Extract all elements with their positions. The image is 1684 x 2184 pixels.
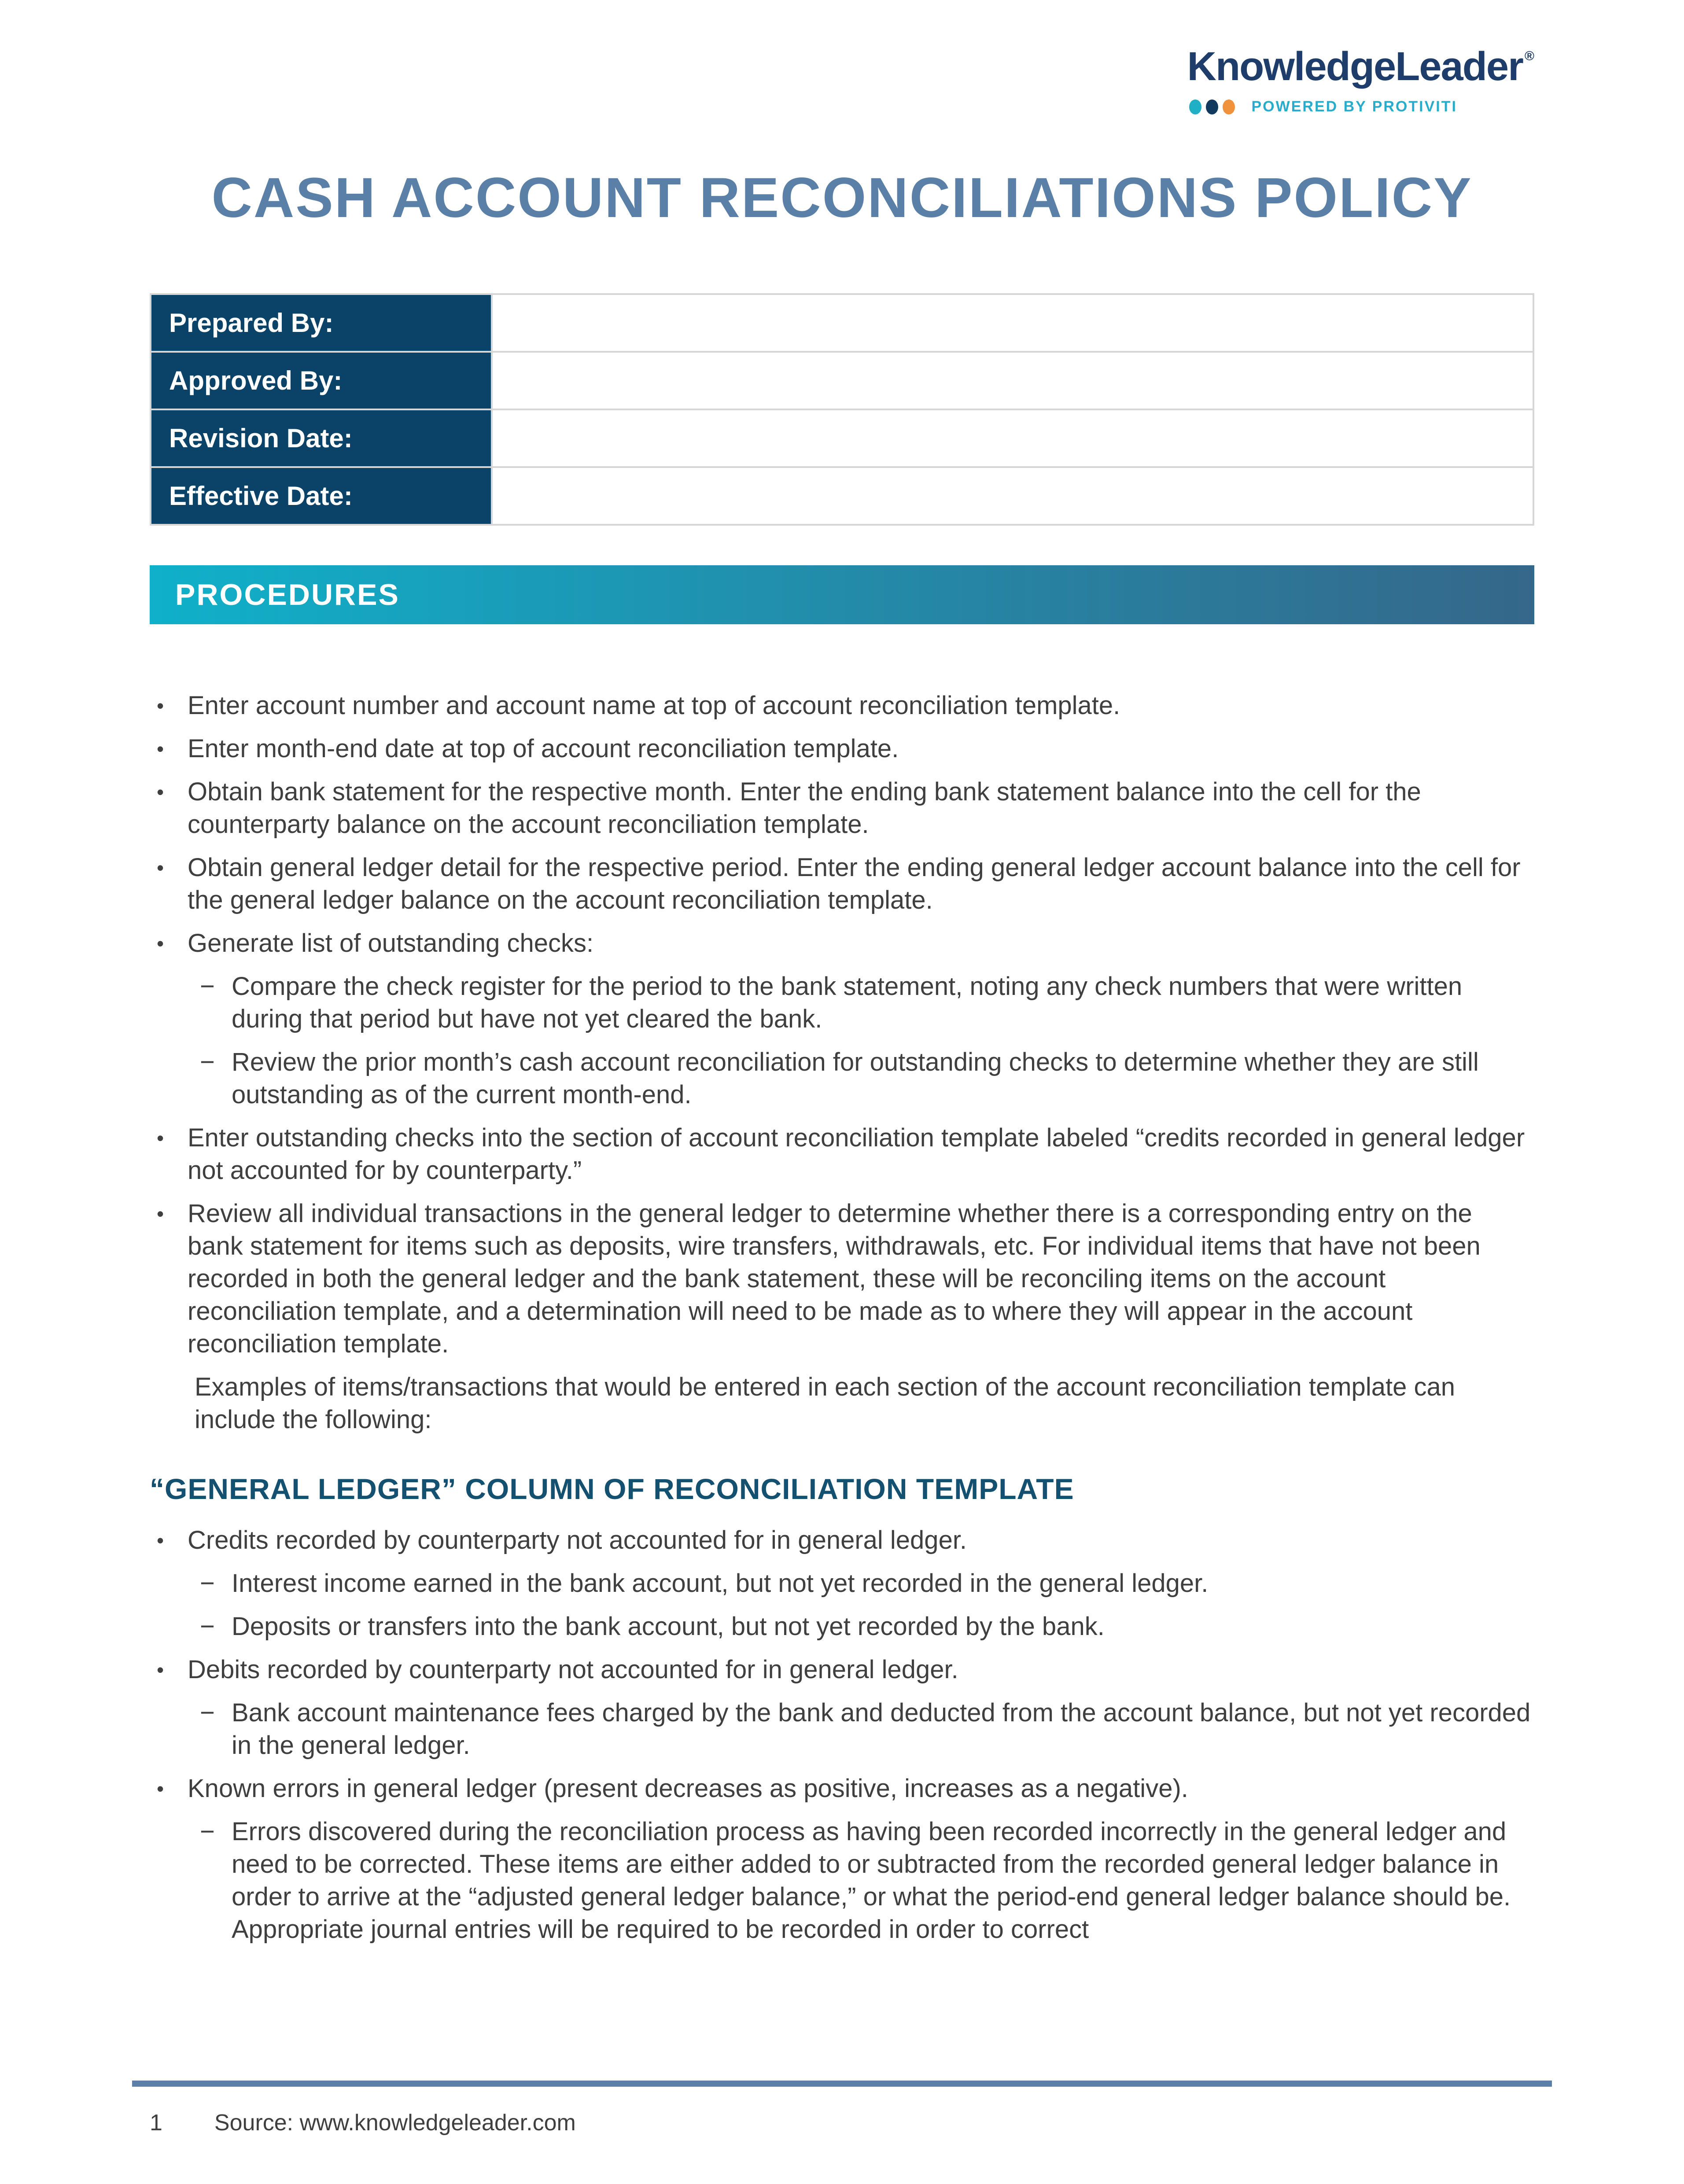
dash-bullet-icon: − (200, 1047, 215, 1076)
dash-bullet-icon: − (200, 1698, 215, 1727)
list-item (150, 1654, 1534, 1686)
procedures-banner-label: PROCEDURES (175, 578, 400, 611)
list-item-text: Errors discovered during the reconciliation process as having been recorded incorrectly in the general ledger and need to be corrected. These items are either added to or subtracted from the recorded general ledger balance in order to arrive at the “adjusted general ledger balance,” or what the period-end general ledger balance should be. Appropriate journal entries will be required to be recorded in order to correct (232, 1817, 1511, 1944)
list-item (150, 776, 1534, 841)
list-item-text: Examples of items/transactions that would be entered in each section of the account reconciliation template can include the following: (195, 1372, 1455, 1434)
info-label-text: Approved By: (169, 365, 343, 395)
info-label-approved-by (151, 352, 492, 409)
list-item-text: Credits recorded by counterparty not accounted for in general ledger. (188, 1525, 967, 1554)
info-label-revision-date (151, 409, 492, 467)
list-item-text: Bank account maintenance fees charged by the bank and deducted from the account balance, but not yet recorded in the general ledger. (232, 1698, 1531, 1760)
info-label-text: Prepared By: (169, 308, 334, 338)
procedures-section-banner (150, 565, 1534, 624)
dash-bullet-icon: − (200, 1569, 215, 1598)
logo (150, 0, 1534, 115)
info-label-text: Effective Date: (169, 481, 353, 511)
logo-inner (1187, 46, 1535, 115)
general-ledger-bullet-list (150, 1524, 1534, 1946)
list-item (150, 1122, 1534, 1187)
logo-tagline-row (1189, 98, 1457, 115)
list-item (150, 1046, 1534, 1111)
page-title: CASH ACCOUNT RECONCILIATIONS POLICY (211, 166, 1473, 229)
dot-bullet-icon: • (157, 856, 164, 879)
dot-bullet-icon: • (157, 1126, 164, 1149)
dash-bullet-icon: − (200, 972, 215, 1001)
list-item-text: Compare the check register for the period to the bank statement, noting any check numbers that were written during that period but have not yet cleared the bank. (232, 972, 1463, 1033)
dot-bullet-icon: • (157, 1202, 164, 1225)
info-label-effective-date (151, 467, 492, 525)
page-footer (0, 2081, 1684, 2184)
info-value-prepared-by (492, 294, 1533, 352)
table-row (151, 294, 1533, 352)
dot-bullet-icon: • (157, 1658, 164, 1681)
info-value-approved-by (492, 352, 1533, 409)
list-item (150, 1816, 1534, 1946)
registered-trademark-icon: ® (1524, 49, 1534, 63)
list-item (150, 927, 1534, 960)
info-value-revision-date (492, 409, 1533, 467)
dash-bullet-icon: − (200, 1612, 215, 1641)
list-item-text: Obtain bank statement for the respective month. Enter the ending bank statement balance into the cell for the counterparty balance on the account reconciliation template. (188, 777, 1421, 839)
list-item (150, 733, 1534, 765)
procedures-bullet-list (150, 689, 1534, 1436)
list-item (150, 1772, 1534, 1805)
source-text: Source: www.knowledgeleader.com (214, 2110, 576, 2136)
table-row (151, 467, 1533, 525)
logo-tagline: POWERED BY PROTIVITI (1251, 98, 1457, 115)
dot-bullet-icon: • (157, 1528, 164, 1552)
logo-brand-text: KnowledgeLeader (1187, 44, 1523, 89)
list-item-text: Review the prior month’s cash account reconciliation for outstanding checks to determine whether they are still outstanding as of the current month-end. (232, 1047, 1479, 1109)
list-item-text: Enter month-end date at top of account reconciliation template. (188, 734, 899, 763)
list-item-text: Enter outstanding checks into the section of account reconciliation template labeled “credits recorded in general ledger not accounted for by counterparty.” (188, 1123, 1525, 1185)
list-item-text: Debits recorded by counterparty not accounted for in general ledger. (188, 1655, 958, 1684)
list-item (150, 851, 1534, 917)
dot-bullet-icon: • (157, 780, 164, 803)
page-number: 1 (150, 2110, 162, 2136)
logo-wordmark (1187, 46, 1535, 87)
list-item (150, 1524, 1534, 1557)
list-item (150, 1197, 1534, 1360)
info-label-prepared-by (151, 294, 492, 352)
list-item (150, 1697, 1534, 1762)
list-item-text: Obtain general ledger detail for the respective period. Enter the ending general ledger account balance into the cell for the general ledger balance on the account reconciliation template. (188, 853, 1521, 914)
list-item (150, 1567, 1534, 1600)
dot-bullet-icon: • (157, 1777, 164, 1800)
table-row (151, 352, 1533, 409)
dot-bullet-icon: • (157, 737, 164, 760)
list-item-text: Generate list of outstanding checks: (188, 928, 594, 958)
list-item (150, 1610, 1534, 1643)
info-value-effective-date (492, 467, 1533, 525)
footer-text (150, 2110, 576, 2136)
list-item-text: Known errors in general ledger (present decreases as positive, increases as a negative). (188, 1774, 1188, 1803)
footer-divider (132, 2081, 1552, 2087)
dash-bullet-icon: − (200, 1817, 215, 1846)
list-item (150, 970, 1534, 1035)
general-ledger-heading: “GENERAL LEDGER” COLUMN OF RECONCILIATION TEMPLATE (150, 1472, 1074, 1505)
info-table (150, 293, 1534, 526)
logo-dot-orange-icon (1223, 99, 1235, 114)
logo-dot-navy-icon (1206, 99, 1218, 114)
logo-dot-teal-icon (1189, 99, 1201, 114)
list-item-text: Interest income earned in the bank account, but not yet recorded in the general ledger. (232, 1569, 1209, 1598)
list-item-text: Review all individual transactions in the general ledger to determine whether there is a corresponding entry on the bank statement for items such as deposits, wire transfers, withdrawals, etc. For individual items that have not been recorded in both the general ledger and the bank statement, these will be reconciling items on the account reconciliation template, and a determination will need to be made as to where they will appear in the account reconciliation template. (188, 1199, 1481, 1358)
list-item (150, 689, 1534, 722)
paragraph (150, 1371, 1534, 1436)
list-item-text: Enter account number and account name at top of account reconciliation template. (188, 691, 1120, 720)
dot-bullet-icon: • (157, 932, 164, 955)
info-label-text: Revision Date: (169, 423, 353, 453)
table-row (151, 409, 1533, 467)
dot-bullet-icon: • (157, 694, 164, 717)
list-item-text: Deposits or transfers into the bank account, but not yet recorded by the bank. (232, 1612, 1105, 1641)
